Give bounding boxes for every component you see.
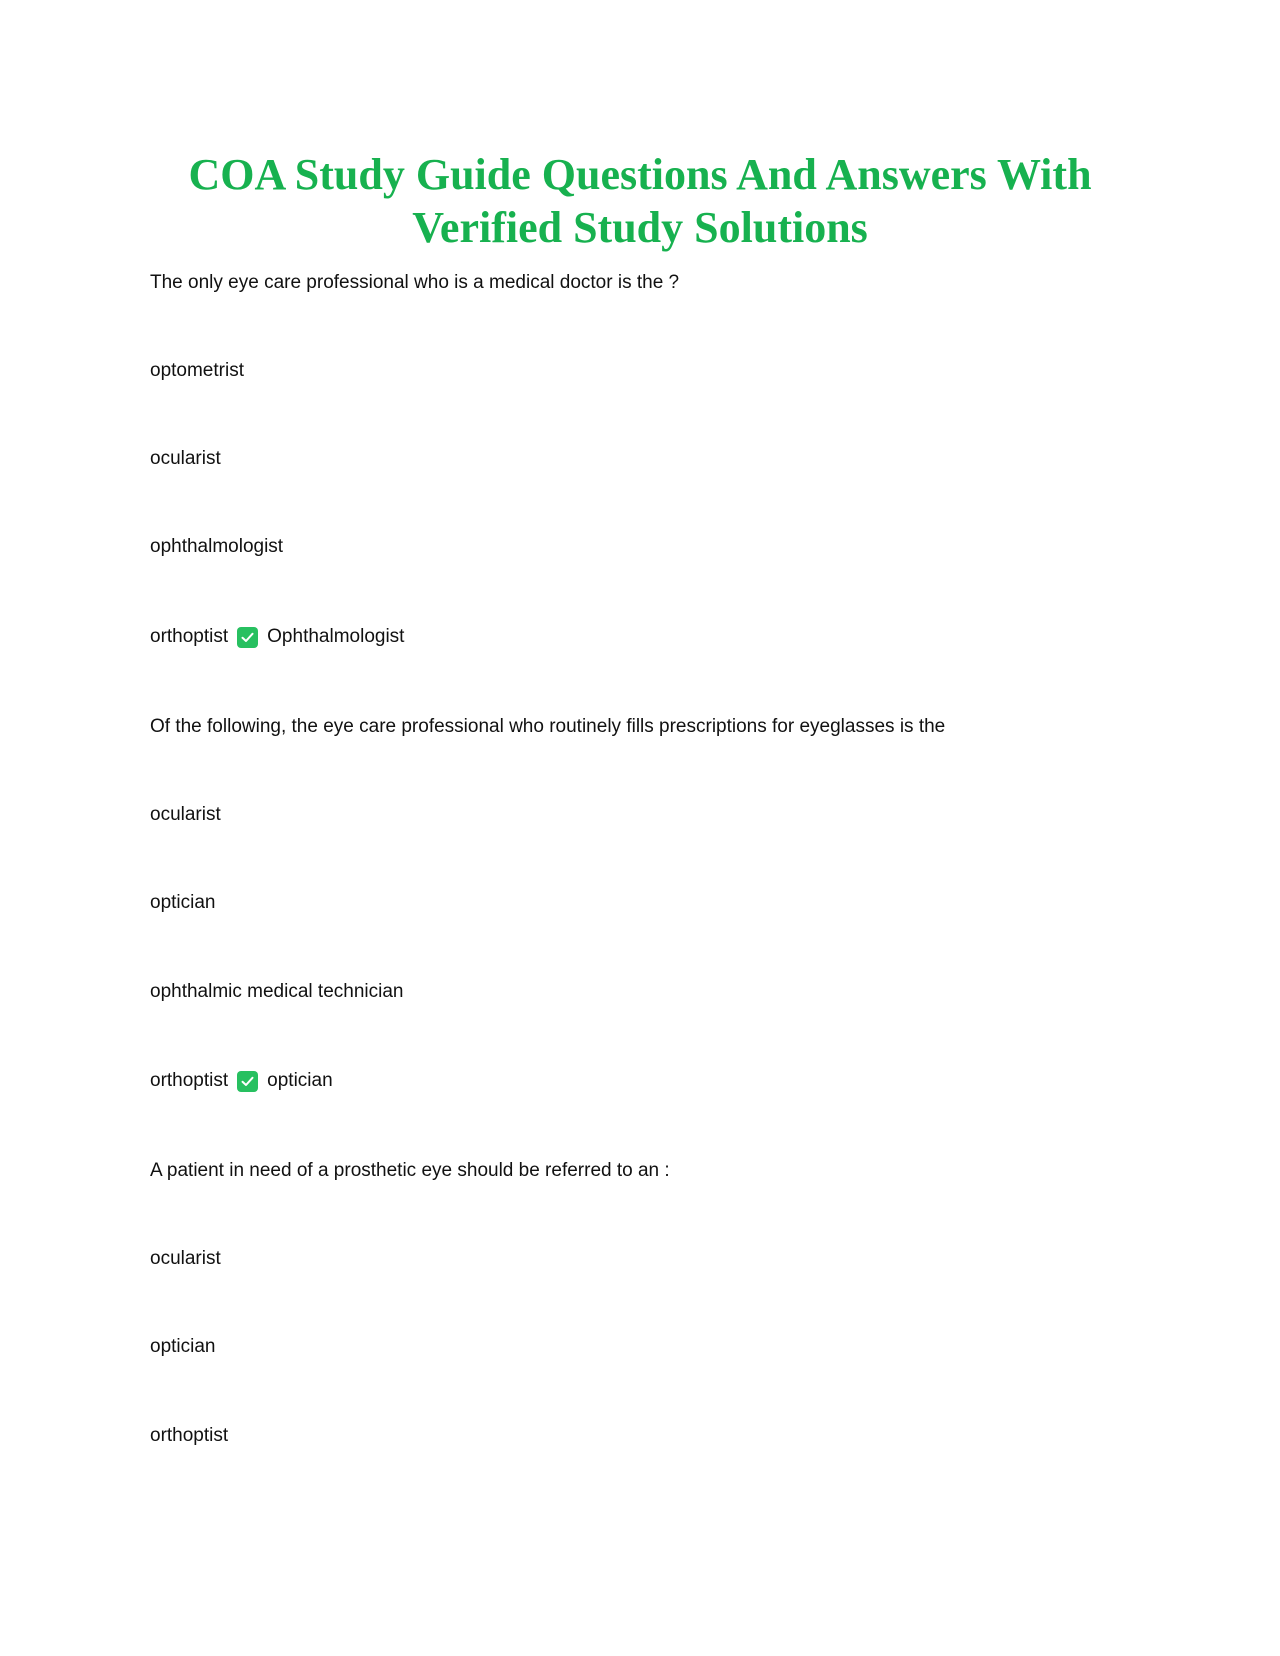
- question-2-option-1: ocularist: [150, 804, 221, 825]
- question-3-option-3: orthoptist: [150, 1425, 229, 1446]
- question-2-text: Of the following, the eye care professional who routinely fills prescriptions for eyeglasses is the: [150, 716, 946, 737]
- question-1-option-4-with-answer: [150, 625, 404, 649]
- question-2-option-4-with-answer: [150, 1069, 333, 1093]
- question-1-text: The only eye care professional who is a medical doctor is the ?: [150, 272, 680, 293]
- check-mark-icon: [237, 627, 258, 648]
- question-1-answer: Ophthalmologist: [267, 626, 405, 647]
- question-2-option-3: ophthalmic medical technician: [150, 981, 404, 1002]
- question-2-option-4: orthoptist: [150, 1070, 229, 1091]
- question-3-text: A patient in need of a prosthetic eye should be referred to an :: [150, 1160, 670, 1181]
- question-3-option-2: optician: [150, 1336, 216, 1357]
- document-title: [150, 148, 1130, 254]
- question-3-option-1: ocularist: [150, 1248, 221, 1269]
- question-1-option-2: ocularist: [150, 448, 221, 469]
- question-2-option-2: optician: [150, 892, 216, 913]
- title-line-2: Verified Study Solutions: [412, 203, 868, 252]
- question-2-answer: optician: [267, 1070, 333, 1091]
- check-mark-icon: [237, 1071, 258, 1092]
- question-1-option-4: orthoptist: [150, 626, 229, 647]
- question-1-option-3: ophthalmologist: [150, 536, 284, 557]
- question-1-option-1: optometrist: [150, 360, 244, 381]
- title-line-1: COA Study Guide Questions And Answers With: [188, 150, 1092, 199]
